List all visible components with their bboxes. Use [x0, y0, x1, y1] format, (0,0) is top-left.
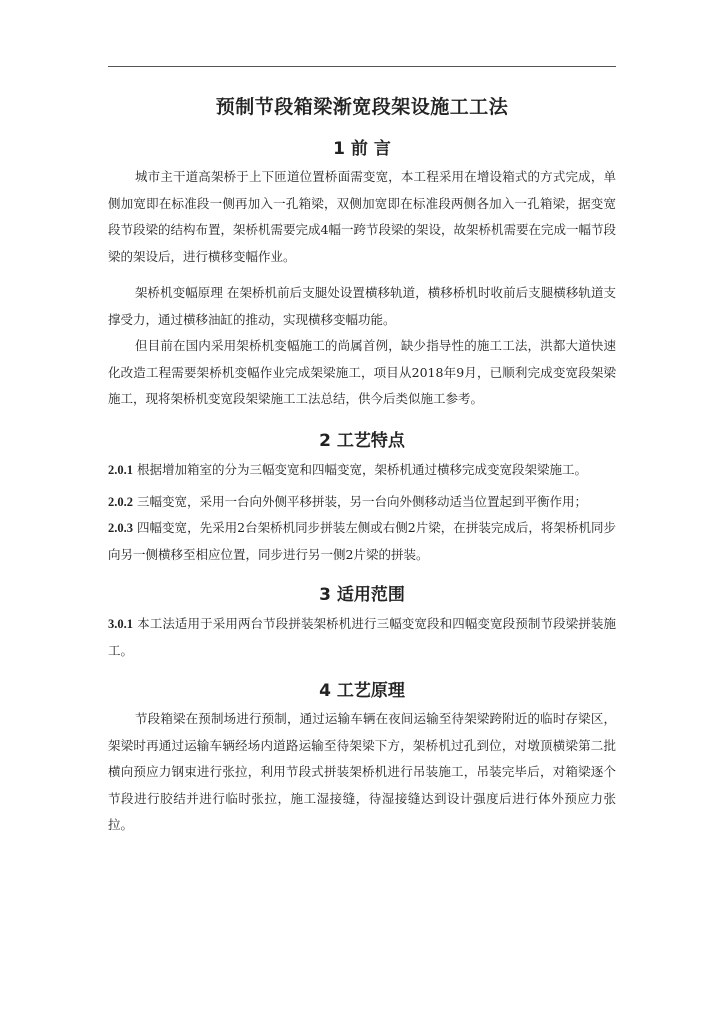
paragraph: 但目前在国内采用架桥机变幅施工的尚属首例，缺少指导性的施工工法，洪都大道快速化改造工程需要架桥机变幅作业完成架梁施工，项目从2018年9月，已顺利完成变宽段架梁施工，现将架桥机变宽段架梁施工工法总结，供今后类似施工参考。	[108, 338, 616, 406]
item-text: 根据增加箱室的分为三幅变宽和四幅变宽，架桥机通过横移完成变宽段架梁施工。	[137, 462, 588, 477]
item-text: 本工法适用于采用两台节段拼装架桥机进行三幅变宽段和四幅变宽段预制节段梁拼装施工。	[108, 616, 616, 658]
paragraph: 架桥机变幅原理 在架桥机前后支腿处设置横移轨道，横移桥机时收前后支腿横移轨道支撑受力，通过横移油缸的推动，实现横移变幅功能。	[108, 285, 616, 327]
section-heading-scope: 3 适用范围	[319, 585, 405, 605]
item-number: 2.0.3	[108, 521, 133, 535]
paragraph: 城市主干道高架桥于上下匝道位置桥面需变宽，本工程采用在增设箱式的方式完成，单侧加宽即在标准段一侧再加入一孔箱梁，双侧加宽即在标准段两侧各加入一孔箱梁，据变宽段节段梁的结构布置，架桥机需要完成4幅一跨节段梁的架设，故架桥机需要在完成一幅节段梁的架设后，进行横移变幅作业。	[108, 169, 616, 264]
section-heading-principle: 4 工艺原理	[319, 681, 405, 701]
paragraph: 节段箱梁在预制场进行预制，通过运输车辆在夜间运输至待架梁跨附近的临时存梁区，架梁时再通过运输车辆经场内道路运输至待架梁下方，架桥机过孔到位，对墩顶横梁第二批横向预应力钢束进行张拉，利用节段式拼装架桥机进行吊装施工，吊装完毕后，对箱梁逐个节段进行胶结并进行临时张拉，施工湿接缝，待湿接缝达到设计强度后进行体外预应力张拉。	[108, 711, 616, 832]
header-rule	[108, 66, 616, 67]
item-text: 四幅变宽，先采用2台架桥机同步拼装左侧或右侧2片梁，在拼装完成后，将架桥机同步向另一侧横移至相应位置，同步进行另一侧2片梁的拼装。	[108, 520, 616, 562]
item-number: 2.0.1	[108, 463, 133, 477]
document-title: 预制节段箱梁渐宽段架设施工工法	[215, 96, 509, 118]
section-heading-preface: 1 前 言	[333, 139, 391, 159]
item-number: 3.0.1	[108, 617, 133, 631]
list-item	[108, 457, 616, 484]
list-item	[108, 515, 616, 568]
list-item	[108, 611, 616, 664]
item-number: 2.0.2	[108, 495, 133, 509]
item-text: 三幅变宽，采用一台向外侧平移拼装，另一台向外侧移动适当位置起到平衡作用；	[137, 494, 588, 509]
section-heading-features: 2 工艺特点	[319, 431, 405, 451]
list-item	[108, 489, 616, 516]
